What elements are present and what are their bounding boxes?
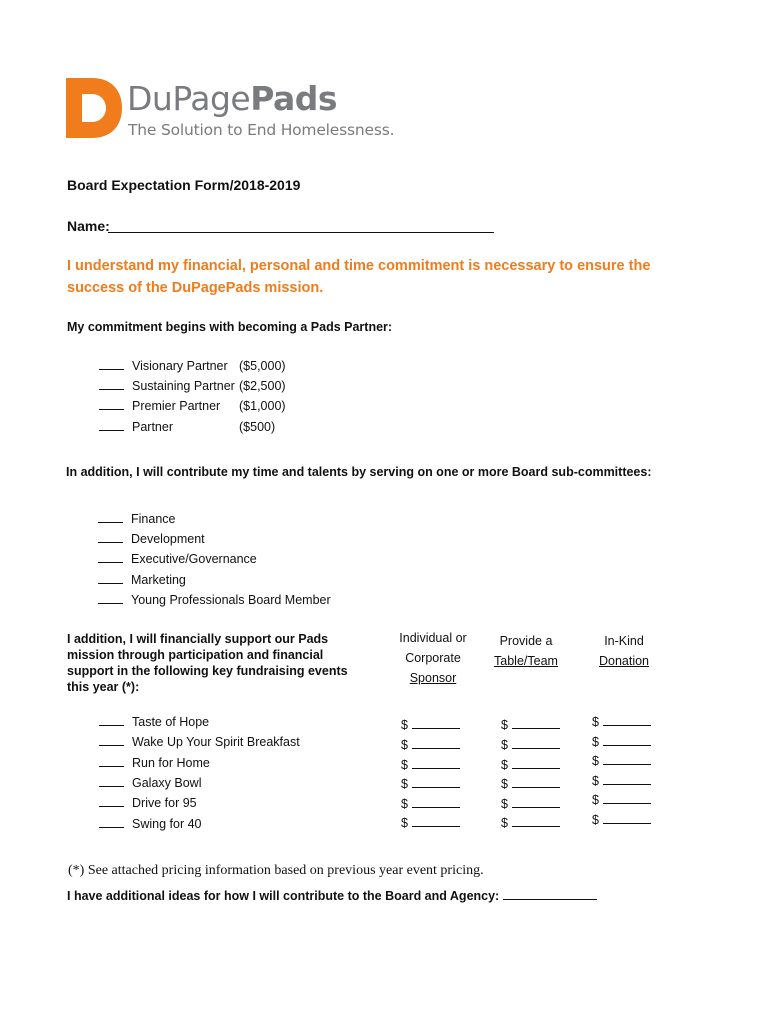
committee-blank[interactable] (98, 593, 123, 604)
event-blank[interactable] (99, 776, 124, 787)
committee-label: Young Professionals Board Member (131, 593, 331, 607)
inkind-amount-field[interactable] (592, 793, 651, 807)
committee-blank[interactable] (98, 573, 123, 584)
table-amount-field[interactable] (501, 738, 560, 752)
currency-symbol: $ (401, 718, 408, 732)
committee-heading: In addition, I will contribute my time and talents by serving on one or more Board sub-committees: (66, 465, 652, 479)
committee-option[interactable] (98, 512, 175, 526)
partner-label: Partner (132, 420, 173, 434)
currency-symbol: $ (501, 758, 508, 772)
partner-option[interactable] (99, 399, 399, 413)
commitment-statement: I understand my financial, personal and time commitment is necessary to ensure the success of the DuPagePads mission. (67, 258, 651, 296)
column-header-line: Sponsor (409, 671, 457, 685)
table-amount-field[interactable] (501, 816, 560, 830)
partner-blank[interactable] (99, 399, 124, 410)
currency-symbol: $ (401, 797, 408, 811)
currency-symbol: $ (401, 738, 408, 752)
closing-text: I have additional ideas for how I will contribute to the Board and Agency: (67, 889, 500, 903)
committee-label: Finance (131, 512, 176, 526)
form-title: Board Expectation Form/2018-2019 (67, 177, 301, 193)
partner-blank[interactable] (99, 359, 124, 370)
inkind-amount-field[interactable] (592, 715, 651, 729)
event-label: Taste of Hope (132, 715, 210, 729)
ideas-field[interactable] (503, 888, 597, 900)
currency-symbol: $ (501, 816, 508, 830)
name-label: Name: (67, 218, 110, 234)
currency-symbol: $ (401, 758, 408, 772)
event-blank[interactable] (99, 715, 124, 726)
event-blank[interactable] (99, 796, 124, 807)
partner-option[interactable] (99, 379, 399, 393)
table-amount-field[interactable] (501, 797, 560, 811)
column-header-line: Provide a (499, 634, 553, 648)
name-field[interactable] (108, 232, 494, 233)
column-header-inkind (574, 631, 674, 671)
currency-symbol: $ (401, 777, 408, 791)
logo-wordmark: DuPagePads (127, 79, 338, 118)
currency-symbol: $ (592, 774, 599, 788)
column-header-line: Corporate (405, 651, 461, 665)
currency-symbol: $ (501, 718, 508, 732)
event-label: Wake Up Your Spirit Breakfast (132, 735, 300, 749)
sponsor-amount-field[interactable] (401, 816, 460, 830)
event-blank[interactable] (99, 817, 124, 828)
partner-option[interactable] (99, 359, 399, 373)
partner-label: Premier Partner (132, 399, 221, 413)
partner-amount: ($5,000) (239, 359, 286, 373)
committee-option[interactable] (98, 593, 331, 607)
event-label: Galaxy Bowl (132, 776, 202, 790)
committee-option[interactable] (98, 573, 186, 587)
partner-amount: ($500) (239, 420, 276, 434)
partner-blank[interactable] (99, 379, 124, 390)
column-header-line: Table/Team (494, 654, 558, 668)
pricing-footnote: (*) See attached pricing information based on previous year event pricing. (68, 863, 484, 878)
event-label: Run for Home (132, 756, 210, 770)
committee-option[interactable] (98, 552, 257, 566)
logo-tagline: The Solution to End Homelessness. (128, 121, 395, 139)
currency-symbol: $ (501, 738, 508, 752)
closing-statement (67, 888, 597, 903)
column-header-table (476, 631, 576, 671)
inkind-amount-field[interactable] (592, 774, 651, 788)
currency-symbol: $ (592, 735, 599, 749)
event-blank[interactable] (99, 756, 124, 767)
sponsor-amount-field[interactable] (401, 758, 460, 772)
sponsor-amount-field[interactable] (401, 797, 460, 811)
inkind-amount-field[interactable] (592, 735, 651, 749)
partner-label: Visionary Partner (132, 359, 228, 373)
dupagepads-logo (66, 78, 395, 142)
currency-symbol: $ (592, 793, 599, 807)
sponsor-amount-field[interactable] (401, 718, 460, 732)
committee-label: Marketing (131, 573, 186, 587)
event-option[interactable] (99, 756, 210, 770)
currency-symbol: $ (592, 754, 599, 768)
committee-blank[interactable] (98, 512, 123, 523)
column-header-line: Individual or (399, 631, 467, 645)
event-option[interactable] (99, 817, 201, 831)
events-heading: I addition, I will financially support our Pads mission through participation and financial support in the following key fundraising events this year (*): (67, 632, 348, 694)
partner-amount: ($1,000) (239, 399, 286, 413)
sponsor-amount-field[interactable] (401, 738, 460, 752)
event-label: Swing for 40 (132, 817, 202, 831)
event-option[interactable] (99, 735, 300, 749)
partner-blank[interactable] (99, 420, 124, 431)
event-option[interactable] (99, 796, 197, 810)
dupagepads-d-mark-icon (66, 78, 124, 140)
table-amount-field[interactable] (501, 718, 560, 732)
inkind-amount-field[interactable] (592, 813, 651, 827)
currency-symbol: $ (592, 813, 599, 827)
sponsor-amount-field[interactable] (401, 777, 460, 791)
inkind-amount-field[interactable] (592, 754, 651, 768)
currency-symbol: $ (501, 777, 508, 791)
currency-symbol: $ (401, 816, 408, 830)
partner-amount: ($2,500) (239, 379, 286, 393)
partner-label: Sustaining Partner (132, 379, 235, 393)
committee-label: Executive/Governance (131, 552, 257, 566)
partner-heading: My commitment begins with becoming a Pads Partner: (67, 320, 393, 334)
event-blank[interactable] (99, 735, 124, 746)
event-option[interactable] (99, 715, 209, 729)
column-header-sponsor (383, 628, 483, 688)
partner-option[interactable] (99, 420, 399, 434)
table-amount-field[interactable] (501, 758, 560, 772)
committee-blank[interactable] (98, 552, 123, 563)
committee-blank[interactable] (98, 532, 123, 543)
table-amount-field[interactable] (501, 777, 560, 791)
currency-symbol: $ (592, 715, 599, 729)
column-header-line: In-Kind (604, 634, 644, 648)
committee-label: Development (131, 532, 205, 546)
currency-symbol: $ (501, 797, 508, 811)
committee-option[interactable] (98, 532, 205, 546)
column-header-line: Donation (598, 654, 650, 668)
event-option[interactable] (99, 776, 201, 790)
event-label: Drive for 95 (132, 796, 197, 810)
